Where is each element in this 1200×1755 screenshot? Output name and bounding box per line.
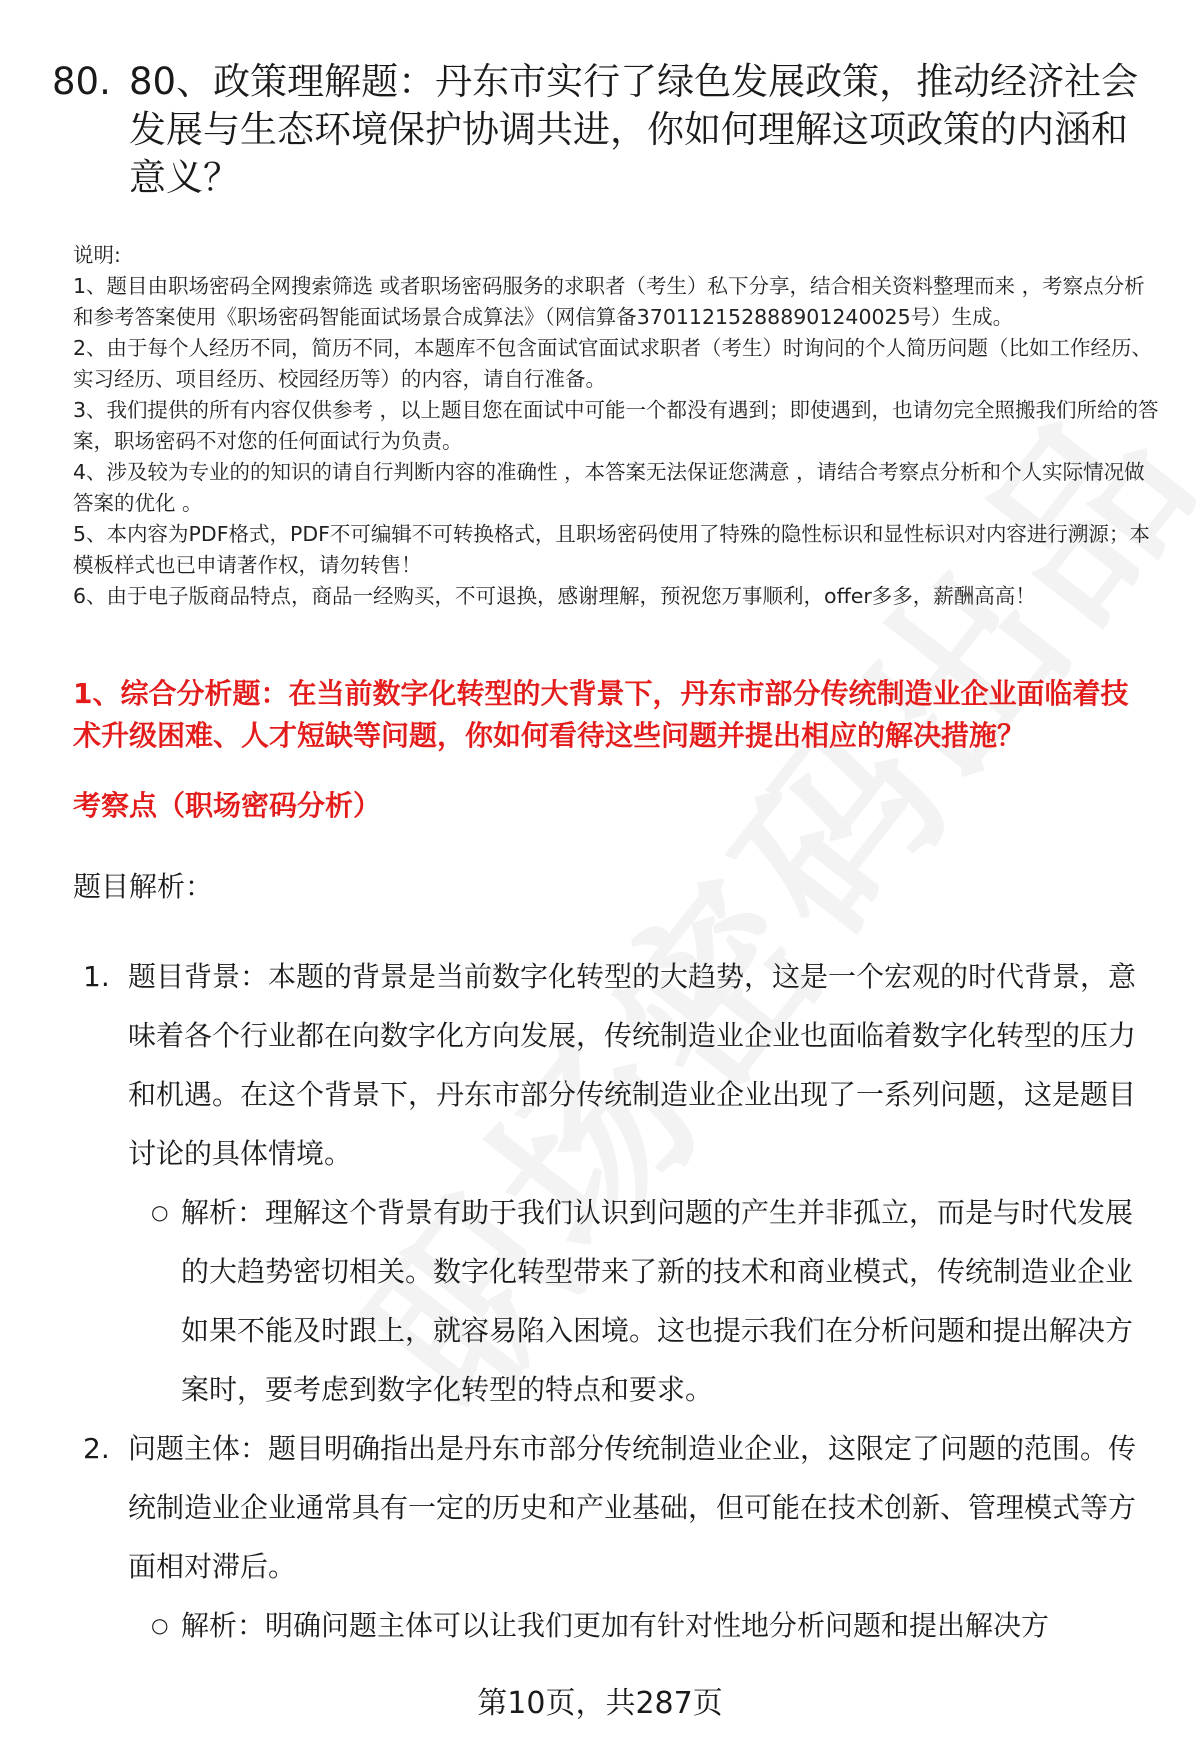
analysis-label: 题目解析： (73, 870, 214, 903)
page-footer: 第10页，共287页 (477, 1686, 723, 1721)
sub-item-text: 解析：理解这个背景有助于我们认识到问题的产生并非孤立，而是与时代发展的大趋势密切相关。数字化转型带来了新的技术和商业模式，传统制造业企业如果不能及时跟上，就容易陷入困境。这也提示我们在分析问题和提出解决方案时，要考虑到数字化转型的特点和要求。 (181, 1196, 1134, 1406)
note-item: 4、涉及较为专业的的知识的请自行判断内容的准确性 ，本答案无法保证您满意 ，请结合考察点分析和个人实际情况做答案的优化 。 (73, 460, 1145, 515)
analysis-list (83, 947, 1163, 1655)
question-number: 80. (52, 60, 111, 103)
section-subtitle: 考察点（职场密码分析） (73, 789, 382, 822)
sub-item (151, 1596, 1163, 1655)
note-item: 6、由于电子版商品特点，商品一经购买，不可退换，感谢理解，预祝您万事顺利，offer多多，薪酬高高！ (73, 584, 1036, 608)
list-item (83, 1419, 1163, 1596)
section-question: 1、综合分析题：在当前数字化转型的大背景下，丹东市部分传统制造业企业面临着技术升级困难、人才短缺等问题，你如何看待这些问题并提出相应的解决措施？ (73, 677, 1129, 752)
note-item: 3、我们提供的所有内容仅供参考 ，以上题目您在面试中可能一个都没有遇到；即使遇到，也请勿完全照搬我们所给的答案，职场密码不对您的任何面试行为负责。 (73, 398, 1159, 453)
notes-block (73, 240, 1163, 612)
list-item-number: 2. (83, 1432, 110, 1465)
sub-item (151, 1183, 1163, 1419)
note-item: 5、本内容为PDF格式，PDF不可编辑不可转换格式，且职场密码使用了特殊的隐性标识和显性标识对内容进行溯源；本模板样式也已申请著作权，请勿转售！ (73, 522, 1150, 577)
note-item: 2、由于每个人经历不同，简历不同，本题库不包含面试官面试求职者（考生）时询问的个人简历问题（比如工作经历、实习经历、项目经历、校园经历等）的内容，请自行准备。 (73, 336, 1153, 391)
list-item-text: 题目背景：本题的背景是当前数字化转型的大趋势，这是一个宏观的时代背景，意味着各个行业都在向数字化方向发展，传统制造业企业也面临着数字化转型的压力和机遇。在这个背景下，丹东市部分传统制造业企业出现了一系列问题，这是题目讨论的具体情境。 (128, 960, 1137, 1170)
notes-title: 说明: (73, 243, 121, 267)
list-item (83, 947, 1163, 1183)
bullet-circle-icon: ○ (151, 1200, 169, 1224)
note-item: 1、题目由职场密码全网搜索筛选 或者职场密码服务的求职者（考生）私下分享，结合相关资料整理而来 ，考察点分析和参考答案使用《职场密码智能面试场景合成算法》（网信算备370112152888901240025号）生成。 (73, 274, 1145, 329)
question-text: 80、政策理解题：丹东市实行了绿色发展政策，推动经济社会发展与生态环境保护协调共进，你如何理解这项政策的内涵和意义？ (129, 60, 1139, 199)
question-heading (52, 58, 1152, 202)
sub-item-text: 解析：明确问题主体可以让我们更加有针对性地分析问题和提出解决方 (181, 1609, 1050, 1642)
list-item-number: 1. (83, 960, 110, 993)
list-item-text: 问题主体：题目明确指出是丹东市部分传统制造业企业，这限定了问题的范围。传统制造业企业通常具有一定的历史和产业基础，但可能在技术创新、管理模式等方面相对滞后。 (128, 1432, 1137, 1583)
bullet-circle-icon: ○ (151, 1613, 169, 1637)
